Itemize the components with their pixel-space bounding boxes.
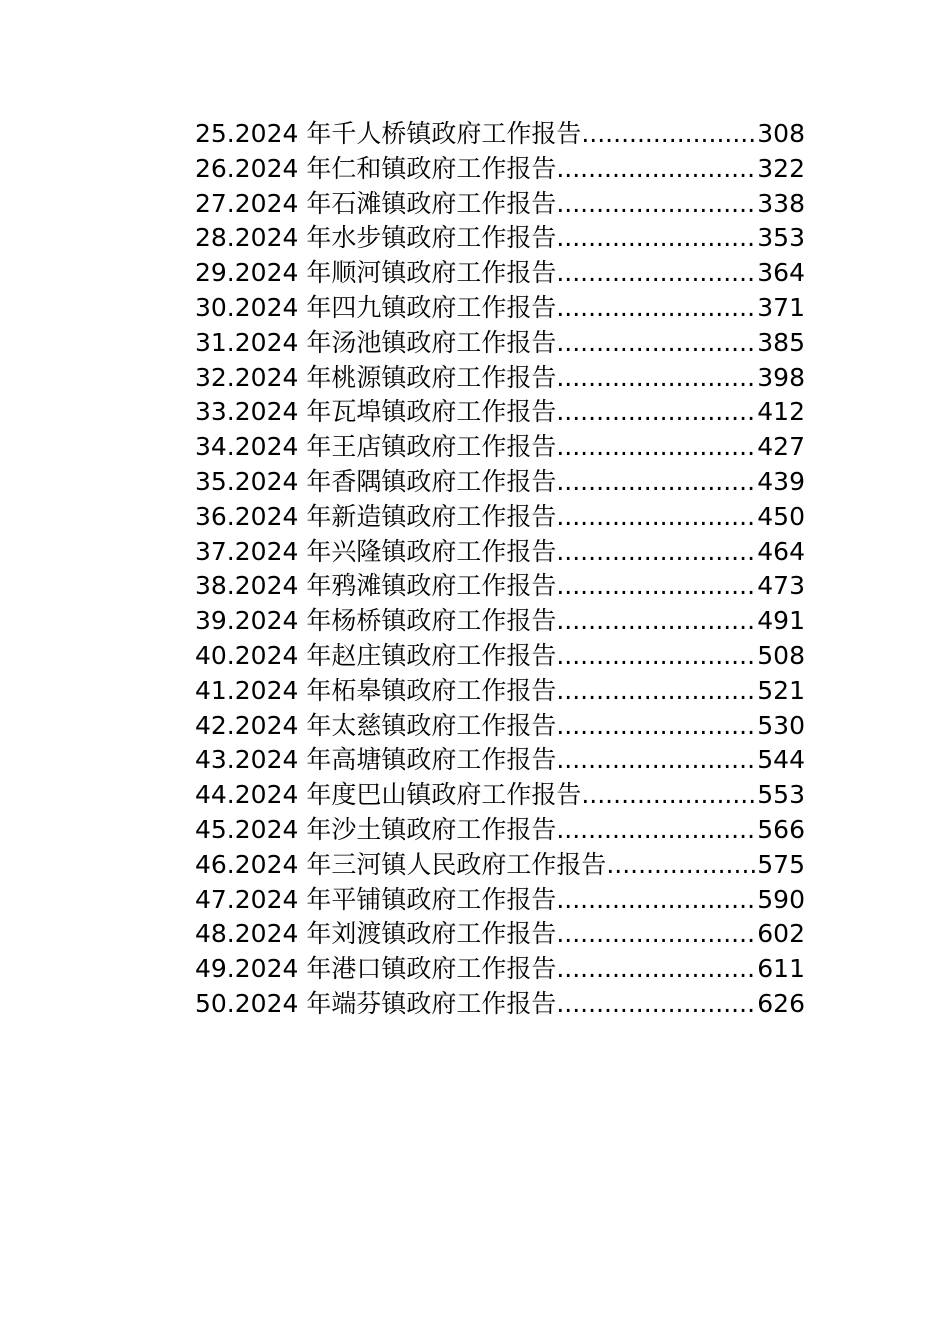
toc-dot-leader — [556, 430, 757, 465]
toc-dot-leader — [556, 465, 757, 500]
toc-page-number: 544 — [757, 745, 805, 775]
toc-entry-title: 27.2024 年石滩镇政府工作报告 — [195, 188, 557, 218]
toc-dot-leader — [581, 778, 757, 813]
toc-entry-title: 47.2024 年平铺镇政府工作报告 — [195, 884, 557, 914]
toc-entry[interactable] — [195, 604, 805, 639]
toc-entry-title: 31.2024 年汤池镇政府工作报告 — [195, 327, 557, 357]
toc-dot-leader — [606, 848, 757, 883]
toc-page-number: 473 — [757, 571, 805, 601]
toc-entry-title: 43.2024 年高塘镇政府工作报告 — [195, 745, 557, 775]
toc-page-number: 353 — [757, 223, 805, 253]
toc-entry[interactable] — [195, 535, 805, 570]
toc-entry-title: 45.2024 年沙土镇政府工作报告 — [195, 814, 557, 844]
toc-dot-leader — [556, 221, 757, 256]
toc-page-number: 364 — [757, 258, 805, 288]
toc-page-number: 575 — [757, 849, 805, 879]
table-of-contents — [195, 117, 805, 1022]
toc-dot-leader — [556, 743, 757, 778]
toc-entry-title: 37.2024 年兴隆镇政府工作报告 — [195, 536, 557, 566]
toc-dot-leader — [556, 395, 757, 430]
toc-page-number: 450 — [757, 501, 805, 531]
toc-entry[interactable] — [195, 500, 805, 535]
toc-entry[interactable] — [195, 152, 805, 187]
toc-entry-title: 28.2024 年水步镇政府工作报告 — [195, 223, 557, 253]
toc-page-number: 322 — [757, 153, 805, 183]
toc-page-number: 590 — [757, 884, 805, 914]
toc-page-number: 308 — [757, 119, 805, 148]
toc-page-number: 385 — [757, 327, 805, 357]
toc-dot-leader — [556, 152, 757, 187]
toc-dot-leader — [556, 187, 757, 222]
toc-entry[interactable] — [195, 117, 805, 152]
toc-dot-leader — [556, 674, 757, 709]
toc-page-number: 412 — [757, 397, 805, 427]
toc-entry[interactable] — [195, 883, 805, 918]
toc-entry-title: 40.2024 年赵庄镇政府工作报告 — [195, 640, 557, 670]
toc-dot-leader — [556, 569, 757, 604]
toc-entry-title: 29.2024 年顺河镇政府工作报告 — [195, 258, 557, 288]
toc-entry[interactable] — [195, 256, 805, 291]
toc-entry-title: 26.2024 年仁和镇政府工作报告 — [195, 153, 557, 183]
toc-dot-leader — [556, 952, 757, 987]
toc-entry[interactable] — [195, 430, 805, 465]
toc-dot-leader — [581, 117, 757, 152]
toc-entry-title: 30.2024 年四九镇政府工作报告 — [195, 292, 557, 322]
toc-entry-title: 36.2024 年新造镇政府工作报告 — [195, 501, 557, 531]
toc-entry-title: 32.2024 年桃源镇政府工作报告 — [195, 362, 557, 392]
toc-dot-leader — [556, 361, 757, 396]
toc-entry-title: 35.2024 年香隅镇政府工作报告 — [195, 466, 557, 496]
toc-page-number: 508 — [757, 640, 805, 670]
toc-page-number: 521 — [757, 675, 805, 705]
toc-dot-leader — [556, 883, 757, 918]
toc-page-number: 398 — [757, 362, 805, 392]
toc-entry[interactable] — [195, 395, 805, 430]
toc-entry[interactable] — [195, 709, 805, 744]
toc-entry[interactable] — [195, 987, 805, 1022]
toc-entry[interactable] — [195, 569, 805, 604]
toc-dot-leader — [556, 604, 757, 639]
toc-entry-title: 33.2024 年瓦埠镇政府工作报告 — [195, 397, 557, 427]
toc-page-number: 427 — [757, 432, 805, 462]
toc-page-number: 602 — [757, 919, 805, 949]
toc-entry[interactable] — [195, 361, 805, 396]
toc-page-number: 611 — [757, 954, 805, 984]
toc-entry[interactable] — [195, 813, 805, 848]
toc-page-number: 566 — [757, 814, 805, 844]
toc-page-number: 626 — [757, 988, 805, 1018]
toc-entry[interactable] — [195, 221, 805, 256]
toc-entry[interactable] — [195, 326, 805, 361]
toc-entry[interactable] — [195, 465, 805, 500]
toc-dot-leader — [556, 813, 757, 848]
toc-entry-title: 46.2024 年三河镇人民政府工作报告 — [195, 849, 607, 879]
toc-entry[interactable] — [195, 952, 805, 987]
toc-entry-title: 50.2024 年端芬镇政府工作报告 — [195, 988, 557, 1018]
toc-entry[interactable] — [195, 291, 805, 326]
toc-dot-leader — [556, 917, 757, 952]
toc-dot-leader — [556, 256, 757, 291]
toc-page-number: 371 — [757, 292, 805, 322]
toc-page-number: 338 — [757, 188, 805, 218]
toc-entry-title: 34.2024 年王店镇政府工作报告 — [195, 432, 557, 462]
toc-entry-title: 41.2024 年柘皋镇政府工作报告 — [195, 675, 557, 705]
toc-entry[interactable] — [195, 743, 805, 778]
toc-dot-leader — [556, 535, 757, 570]
toc-entry-title: 42.2024 年太慈镇政府工作报告 — [195, 710, 557, 740]
toc-page-number: 464 — [757, 536, 805, 566]
toc-entry-title: 38.2024 年鸦滩镇政府工作报告 — [195, 571, 557, 601]
toc-dot-leader — [556, 291, 757, 326]
toc-entry[interactable] — [195, 674, 805, 709]
toc-dot-leader — [556, 326, 757, 361]
toc-entry-title: 49.2024 年港口镇政府工作报告 — [195, 954, 557, 984]
toc-page-number: 439 — [757, 466, 805, 496]
toc-entry-title: 25.2024 年千人桥镇政府工作报告 — [195, 119, 582, 148]
toc-page-number: 491 — [757, 606, 805, 636]
toc-dot-leader — [556, 987, 757, 1022]
toc-page-number: 530 — [757, 710, 805, 740]
toc-dot-leader — [556, 639, 757, 674]
toc-entry[interactable] — [195, 917, 805, 952]
toc-dot-leader — [556, 709, 757, 744]
toc-entry-title: 44.2024 年度巴山镇政府工作报告 — [195, 780, 582, 810]
toc-entry[interactable] — [195, 187, 805, 222]
toc-entry[interactable] — [195, 639, 805, 674]
toc-entry[interactable] — [195, 848, 805, 883]
toc-entry[interactable] — [195, 778, 805, 813]
toc-dot-leader — [556, 500, 757, 535]
toc-entry-title: 48.2024 年刘渡镇政府工作报告 — [195, 919, 557, 949]
toc-entry-title: 39.2024 年杨桥镇政府工作报告 — [195, 606, 557, 636]
toc-page-number: 553 — [757, 780, 805, 810]
